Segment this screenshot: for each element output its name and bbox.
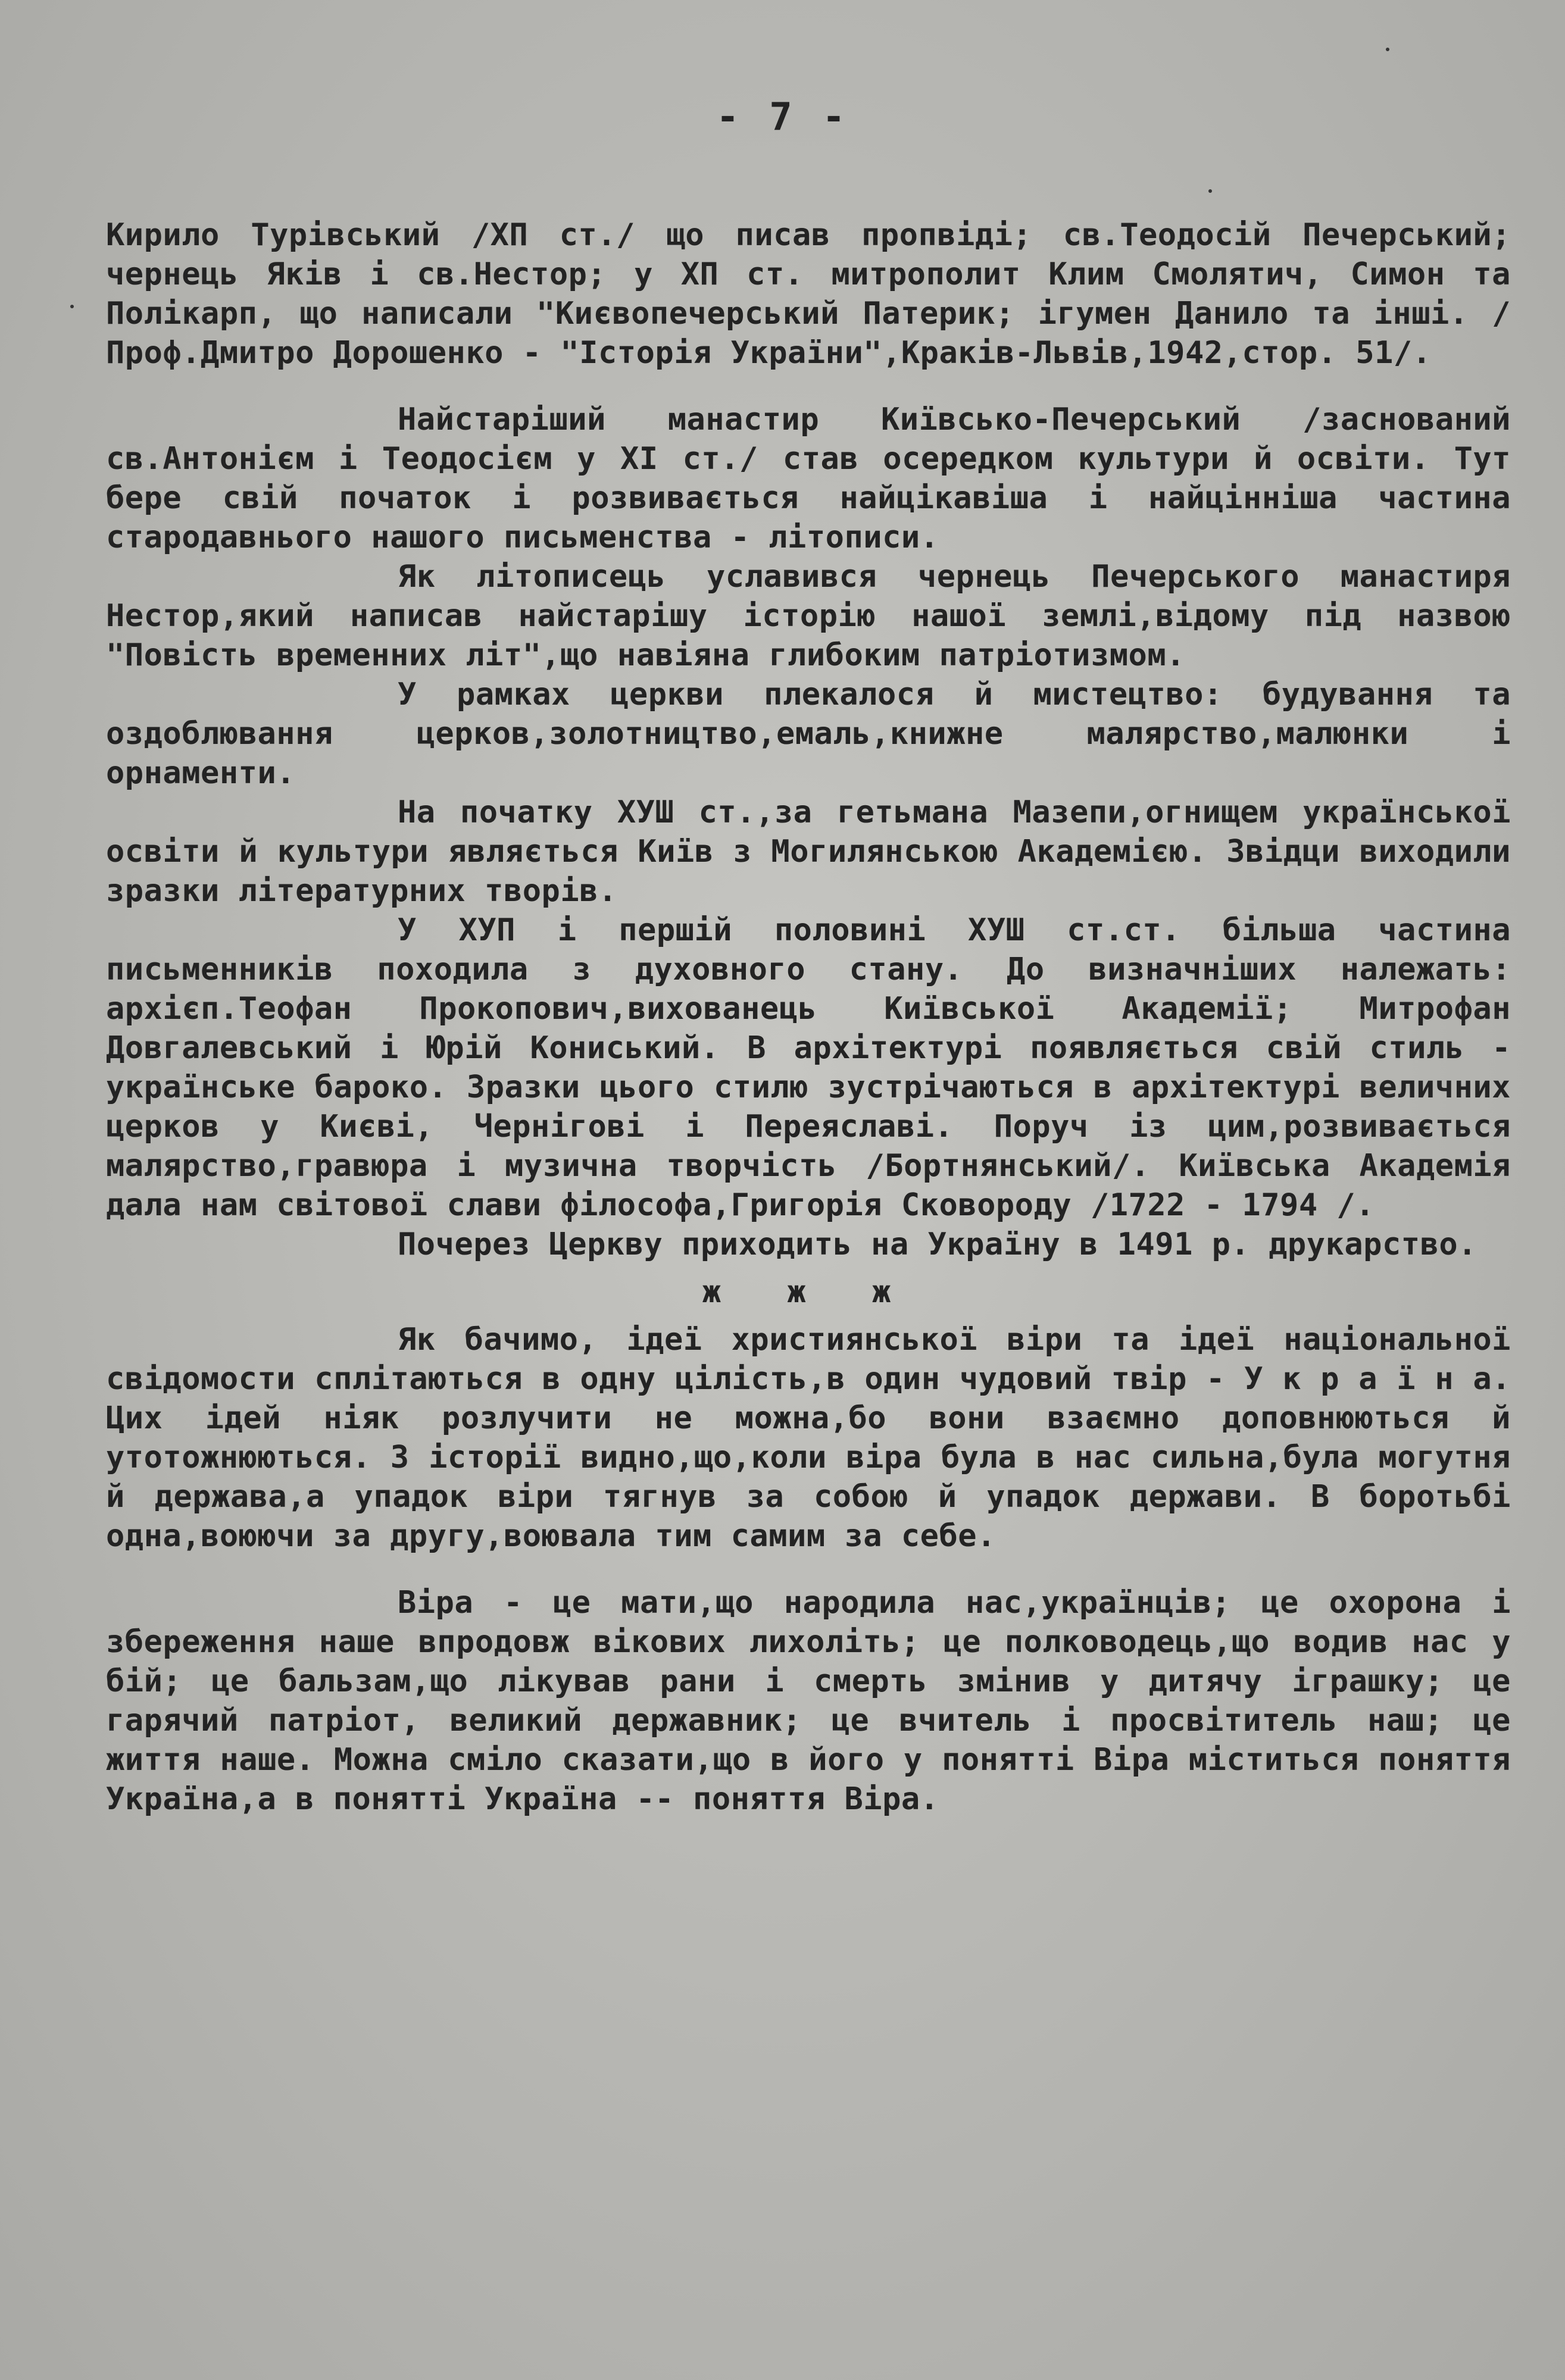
paragraph-6: У ХУП і першій половині ХУШ ст.ст. більша частина письменників походила з духовного стану. До визначніших належать: архієп.Теофан Прокопович,вихованець Київської Академії; Митрофан Довгалевський і Юрій Кониський. В архітектурі появляється свій стиль - українське бароко. Зразки цього стилю зустрічаються в архітектурі величних церков у Києві, Чернігові і Переяславі. Поруч із цим,розвивається малярство,гравюра і музична творчість /Бортнянський/. Київська Академія дала нам світової слави філософа,Григорія Сковороду /1722 - 1794 /. <box>106 912 1511 1223</box>
paragraph-9: Віра - це мати,що народила нас,українців; це охорона і збереження наше впродовж вікових лихоліть; це полководець,що водив нас у бій; це бальзам,що лікував рани і смерть змінив у дитячу іграшку; це гарячий патріот, великий державник; це вчитель і просвітитель наш; це життя наше. Можна сміло сказати,що в його у понятті Віра міститься поняття Україна,а в понятті Україна -- поняття Віра. <box>106 1585 1511 1817</box>
paragraph-7: Почерез Церкву приходить на Україну в 1491 р. друкарство. <box>398 1227 1477 1262</box>
page-number: - 7 - <box>716 95 849 139</box>
paragraph-1: Кирило Турівський /ХП ст./ що писав пропвіді; св.Теодосій Печерський; чернець Яків і св.Нестор; у ХП ст. митрополит Клим Смолятич, Симон та Полікарп, що написали "Києвопечерський Патерик; ігумен Данило та інші. /Проф.Дмитро Дорошенко - "Історія України",Краків-Львів,1942,стор. 51/. <box>106 217 1511 371</box>
paper-speck <box>1386 48 1389 51</box>
section-separator: ж ж ж <box>702 1274 915 1310</box>
paragraph-5: На початку ХУШ ст.,за гетьмана Мазепи,огнищем української освіти й культури являється Київ з Могилянською Академією. Звідци виходили зразки літературних творів. <box>106 795 1511 909</box>
document-body <box>106 215 1511 1819</box>
paragraph-8: Як бачимо, ідеї християнської віри та ідеї національної свідомости сплітаються в одну цілість,в один чудовий твір - У к р а ї н а. Цих ідей ніяк розлучити не можна,бо вони взаємно доповнюються й утотожнюються. З історії видно,що,коли віра була в нас сильна,була могутня й держава,а упадок віри тягнув за собою й упадок держави. В боротьбі одна,воюючи за другу,воювала тим самим за себе. <box>106 1322 1511 1554</box>
paragraph-2: Найстаріший манастир Київсько-Печерський /заснований св.Антонієм і Теодосієм у ХІ ст./ став осередком культури й освіти. Тут бере свій початок і розвивається найцікавіша і найцінніша частина стародавнього нашого письменства - літописи. <box>106 402 1511 555</box>
paper-speck <box>70 305 74 308</box>
paragraph-4: У рамках церкви плекалося й мистецтво: будування та оздоблювання церков,золотництво,емаль,книжне малярство,малюнки і орнаменти. <box>106 677 1511 791</box>
paragraph-3: Як літописець уславився чернець Печерського манастиря Нестор,який написав найстарішу історію нашої землі,відому під назвою "Повість временних літ",що навіяна глибоким патріотизмом. <box>106 559 1511 673</box>
paper-speck <box>1208 189 1212 193</box>
